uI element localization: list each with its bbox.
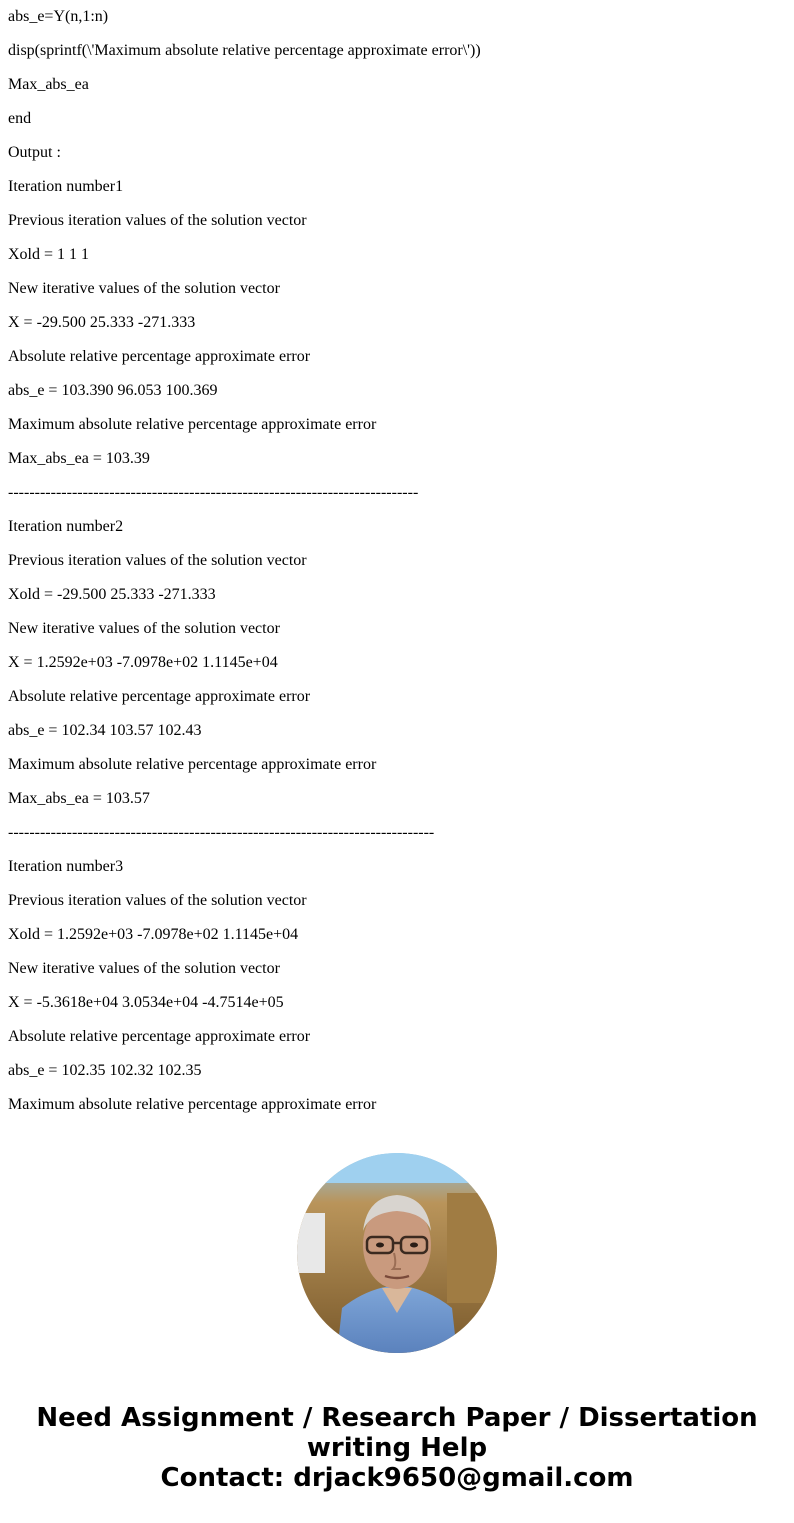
text-line: Xold = -29.500 25.333 -271.333 (8, 586, 216, 603)
text-line: Maximum absolute relative percentage approximate error (8, 756, 377, 773)
text-line: New iterative values of the solution vector (8, 280, 280, 297)
text-line: Xold = 1.2592e+03 -7.0978e+02 1.1145e+04 (8, 926, 299, 943)
text-line: X = -29.500 25.333 -271.333 (8, 314, 196, 331)
text-line: Max_abs_ea = 103.57 (8, 790, 150, 807)
promo-line-1: Need Assignment / Research Paper / Dissertation (36, 1403, 758, 1433)
promo-line-2: writing Help (306, 1433, 488, 1463)
text-line: X = 1.2592e+03 -7.0978e+02 1.1145e+04 (8, 654, 278, 671)
text-line: Absolute relative percentage approximate error (8, 1028, 311, 1045)
text-line: end (8, 110, 32, 127)
document-body (8, 8, 786, 1130)
text-line: Xold = 1 1 1 (8, 246, 90, 263)
avatar (297, 1153, 497, 1353)
separator-line: ----------------------------------------------------------------------------- (8, 484, 419, 501)
text-line: New iterative values of the solution vector (8, 620, 280, 637)
text-line: Iteration number1 (8, 178, 124, 195)
text-line: X = -5.3618e+04 3.0534e+04 -4.7514e+05 (8, 994, 284, 1011)
text-line: Absolute relative percentage approximate error (8, 688, 311, 705)
text-line: Iteration number3 (8, 858, 124, 875)
text-line: Maximum absolute relative percentage approximate error (8, 416, 377, 433)
text-line: Max_abs_ea = 103.39 (8, 450, 150, 467)
text-line: Maximum absolute relative percentage approximate error (8, 1096, 377, 1113)
text-line: Max_abs_ea (8, 76, 89, 93)
promo-contact: Contact: drjack9650@gmail.com (160, 1463, 634, 1493)
text-line: abs_e = 103.390 96.053 100.369 (8, 382, 218, 399)
text-line: Output : (8, 144, 61, 161)
text-line: abs_e = 102.34 103.57 102.43 (8, 722, 202, 739)
text-line: abs_e = 102.35 102.32 102.35 (8, 1062, 202, 1079)
text-line: Previous iteration values of the solution vector (8, 552, 307, 569)
portrait-image (297, 1153, 497, 1353)
separator-line: -------------------------------------------------------------------------------- (8, 824, 435, 841)
text-line: New iterative values of the solution vector (8, 960, 280, 977)
text-line: abs_e=Y(n,1:n) (8, 8, 109, 25)
text-line: Absolute relative percentage approximate error (8, 348, 311, 365)
text-line: Iteration number2 (8, 518, 124, 535)
text-line: disp(sprintf(\'Maximum absolute relative percentage approximate error\')) (8, 42, 481, 59)
promo-banner (0, 1403, 794, 1493)
text-line: Previous iteration values of the solution vector (8, 212, 307, 229)
text-line: Previous iteration values of the solution vector (8, 892, 307, 909)
